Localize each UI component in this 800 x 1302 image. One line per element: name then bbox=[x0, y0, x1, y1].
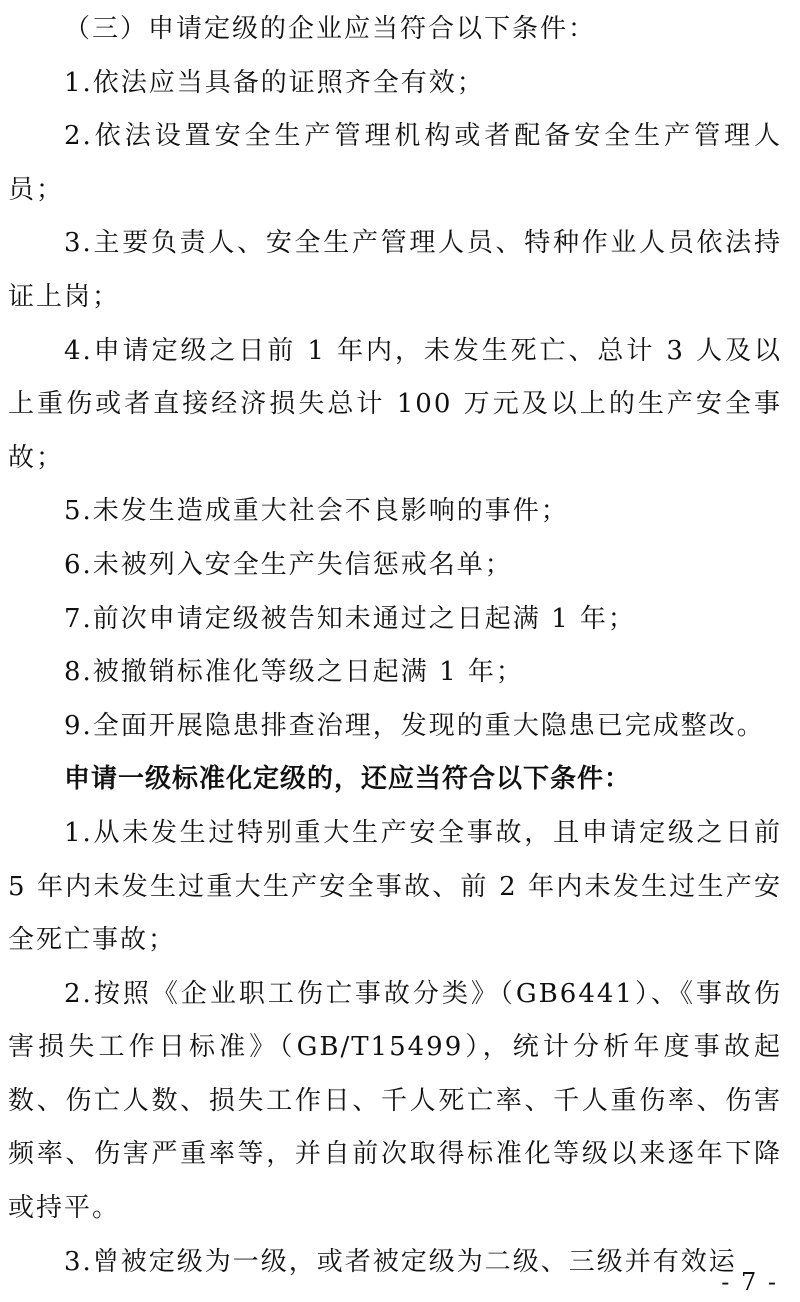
condition-4: 4.申请定级之日前 1 年内，未发生死亡、总计 3 人及以上重伤或者直接经济损失总计 100 万元及以上的生产安全事故； bbox=[8, 335, 782, 473]
level-one-condition-2: 2.按照《企业职工伤亡事故分类》（GB6441）、《事故伤害损失工作日标准》（GB/T15499），统计分析年度事故起数、伤亡人数、损失工作日、千人死亡率、千人重伤率、伤害频率、伤害严重率等，并自前次取得标准化等级以来逐年下降或持平。 bbox=[8, 978, 782, 1224]
document-body bbox=[8, 0, 782, 1289]
condition-7: 7.前次申请定级被告知未通过之日起满 1 年； bbox=[64, 603, 636, 634]
condition-1: 1.依法应当具备的证照齐全有效； bbox=[64, 67, 485, 98]
level-one-condition-1: 1.从未发生过特别重大生产安全事故，且申请定级之日前 5 年内未发生过重大生产安全事故、前 2 年内未发生过生产安全死亡事故； bbox=[8, 817, 782, 956]
condition-6: 6.未被列入安全生产失信惩戒名单； bbox=[64, 549, 513, 580]
condition-8: 8.被撤销标准化等级之日起满 1 年； bbox=[64, 657, 524, 688]
condition-9: 9.全面开展隐患排查治理，发现的重大隐患已完成整改。 bbox=[64, 710, 765, 741]
page-number: - 7 - bbox=[721, 1268, 778, 1296]
condition-3: 3.主要负责人、安全生产管理人员、特种作业人员依法持证上岗； bbox=[8, 228, 782, 312]
level-one-heading: 申请一级标准化定级的，还应当符合以下条件： bbox=[64, 764, 632, 795]
condition-2: 2.依法设置安全生产管理机构或者配备安全生产管理人员； bbox=[8, 121, 782, 205]
condition-5: 5.未发生造成重大社会不良影响的事件； bbox=[64, 496, 569, 527]
section-three-title: （三）申请定级的企业应当符合以下条件： bbox=[64, 14, 597, 44]
level-one-condition-3: 3.曾被定级为一级，或者被定级为二级、三级并有效运 bbox=[64, 1246, 737, 1277]
